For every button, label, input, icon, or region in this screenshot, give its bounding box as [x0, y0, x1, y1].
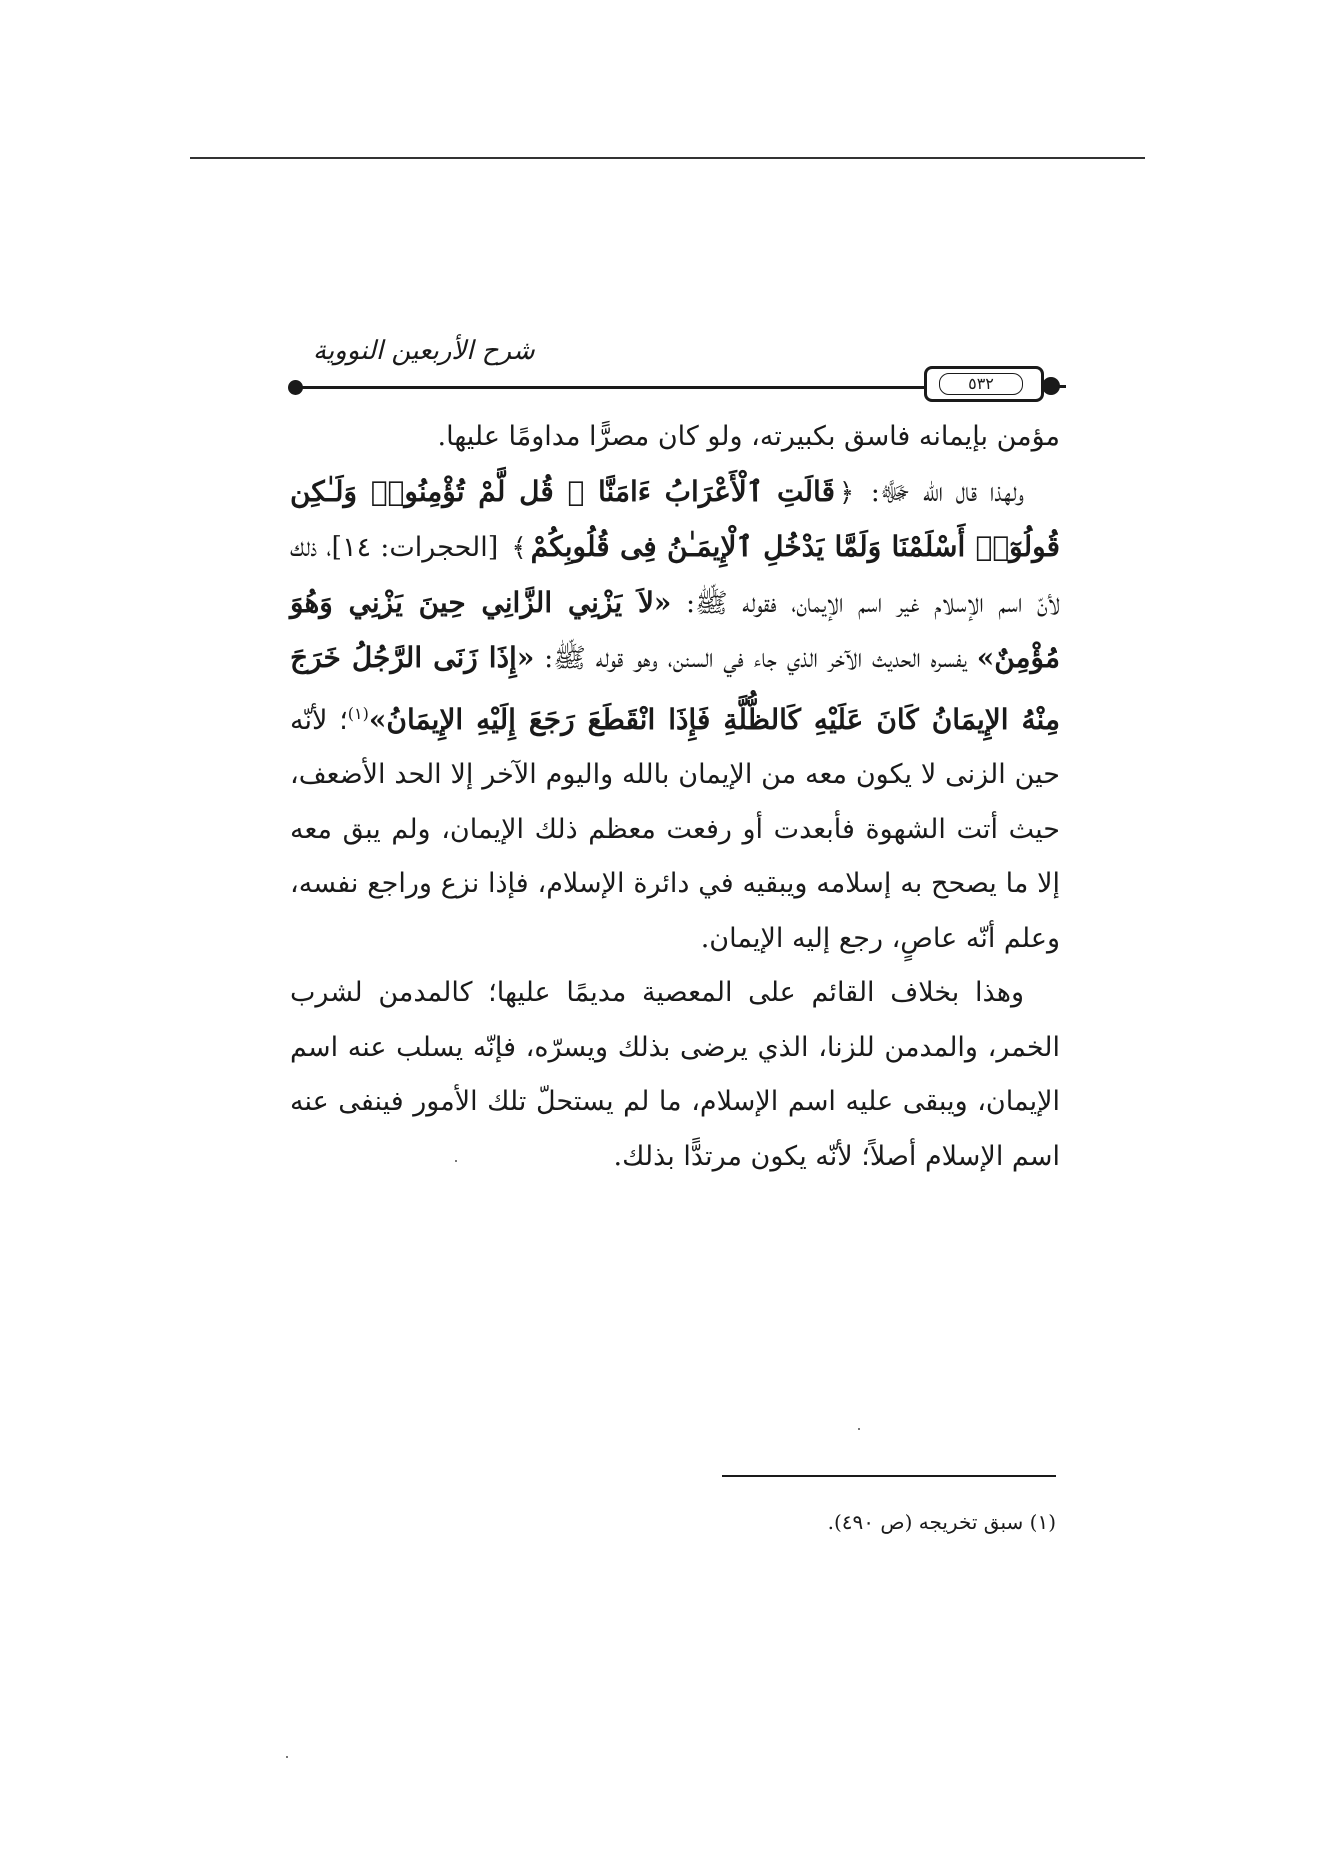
book-title: شرح الأربعين النووية	[313, 336, 535, 366]
footnote-rule	[722, 1475, 1056, 1477]
footnote: (١) سبق تخريجه (ص ٤٩٠).	[827, 1510, 1056, 1534]
hadith-quote-2: «إِذَا زَنَى الرَّجُلُ خَرَجَ مِنْهُ الإِيمَانُ كَانَ عَلَيْهِ كَالظُّلَّةِ فَإِذَا انْقَطَعَ رَجَعَ إِلَيْهِ الإِيمَانُ»	[290, 641, 1060, 736]
footnote-marker: (١)	[347, 703, 369, 723]
paragraph-rest: ؛ لأنّه حين الزنى لا يكون معه من الإيمان بالله واليوم الآخر إلا الحد الأضعف، حيث أتت الشهوة فأبعدت أو رفعت معظم ذلك الإيمان، ولم يبق معه إلا ما يصحح به إسلامه ويبقيه في دائرة الإسلام، فإذا نزع وراجع نفسه، وعلم أنّه عاصٍ، رجع إليه الإيمان.	[290, 704, 1060, 954]
running-header	[288, 330, 1064, 402]
page-number: ٥٣٢	[939, 373, 1023, 395]
paragraph-quran-hadith	[290, 465, 1060, 967]
quran-close-bracket: ﴾	[511, 533, 527, 563]
quran-open-bracket: ﴿	[838, 477, 855, 508]
scan-speck	[455, 1160, 457, 1162]
page-number-frame	[924, 366, 1044, 402]
main-text	[290, 410, 1060, 1184]
scan-speck	[286, 1756, 288, 1758]
page-top-rule	[190, 157, 1145, 159]
quran-verse: قَالَتِ ٱلْأَعْرَابُ ءَامَنَّا ۖ قُل لَّمْ تُؤْمِنُوا۟ وَلَـٰكِن قُولُوٓا۟ أَسْلَمْنَا وَلَمَّا يَدْخُلِ ٱلْإِيمَـٰنُ فِى قُلُوبِكُمْ	[290, 474, 1060, 563]
paragraph-middle: يفسره الحديث الآخر الذي جاء في السنن، وهو قوله ﷺ:	[544, 643, 967, 674]
scan-speck	[858, 1428, 860, 1430]
verse-reference: [الحجرات: ١٤]، ذلك لأنّ اسم الإسلام غير اسم الإيمان، فقوله ﷺ:	[290, 532, 1060, 619]
paragraph-intro: ولهذا قال الله ﷻ:	[870, 476, 1024, 508]
paragraph-continuation: مؤمن بإيمانه فاسق بكبيرته، ولو كان مصرًّا مداومًا عليها.	[437, 421, 1060, 452]
header-rule	[294, 386, 924, 389]
hadith-quote-1: «لاَ يَزْنِي الزَّانِي حِينَ يَزْنِي وَهُوَ مُؤْمِنٌ»	[290, 585, 1060, 674]
header-ornament-tick	[1056, 385, 1066, 388]
paragraph-final: وهذا بخلاف القائم على المعصية مديمًا عليها؛ كالمدمن لشرب الخمر، والمدمن للزنا، الذي يرضى بذلك ويسرّه، فإنّه يسلب عنه اسم الإيمان، ويبقى عليه اسم الإسلام، ما لم يستحلّ تلك الأمور فينفى عنه اسم الإسلام أصلاً؛ لأنّه يكون مرتدًّا بذلك.	[290, 977, 1060, 1172]
